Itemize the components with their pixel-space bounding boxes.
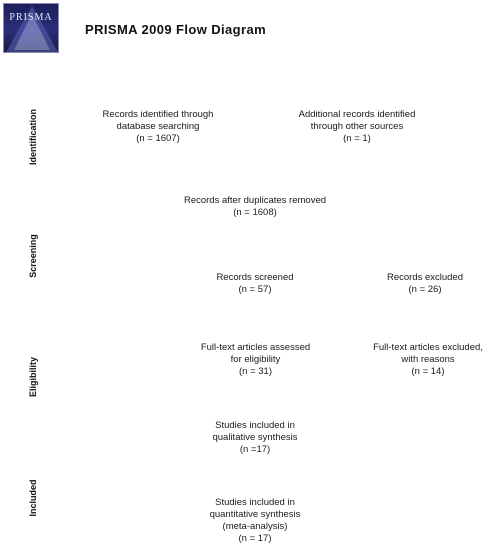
box-text: Studies included in <box>215 420 295 431</box>
box-text: Full-text articles assessed <box>200 342 311 353</box>
box-count: (n = 1608) <box>233 207 277 218</box>
logo-text: PRISMA <box>9 12 53 23</box>
box-count: (n = 14) <box>411 366 445 377</box>
prisma-logo <box>3 3 59 53</box>
box-text: Records after duplicates removed <box>183 195 327 206</box>
box-quantitative-synthesis <box>190 497 320 545</box>
box-count: (n = 26) <box>408 284 442 295</box>
box-count: (n = 1607) <box>136 133 180 144</box>
phase-label-identification: Identification <box>28 109 38 165</box>
box-text: Records screened <box>216 272 294 283</box>
box-count: (n = 1) <box>343 133 371 144</box>
box-text: quantitative synthesis <box>209 509 301 520</box>
phase-label-included: Included <box>28 479 38 517</box>
box-text: qualitative synthesis <box>212 432 298 443</box>
box-text: Studies included in <box>215 497 295 508</box>
box-text: with reasons <box>401 354 455 365</box>
box-text: Records excluded <box>386 272 464 283</box>
box-records-excluded <box>370 272 480 296</box>
box-other-sources <box>282 109 432 145</box>
box-text: Records identified through <box>102 109 214 120</box>
box-count: (n = 17) <box>238 533 272 544</box>
box-text: Additional records identified <box>298 109 416 120</box>
box-text: for eligibility <box>230 354 281 365</box>
box-count: (n = 57) <box>238 284 272 295</box>
box-text: through other sources <box>310 121 404 132</box>
box-fulltext-assessed <box>188 342 323 378</box>
box-count: (n =17) <box>239 444 271 455</box>
box-qualitative-synthesis <box>190 420 320 456</box>
box-count: (n = 31) <box>238 366 272 377</box>
page-title: PRISMA 2009 Flow Diagram <box>85 22 267 37</box>
box-after-duplicates <box>170 195 340 219</box>
box-records-screened <box>195 272 315 296</box>
phase-label-screening: Screening <box>28 234 38 278</box>
box-text: database searching <box>116 121 200 132</box>
box-text: (meta-analysis) <box>222 521 288 532</box>
box-database-search <box>88 109 228 145</box>
box-text: Full-text articles excluded, <box>373 342 483 353</box>
phase-label-eligibility: Eligibility <box>28 357 38 398</box>
box-fulltext-excluded <box>364 342 492 378</box>
